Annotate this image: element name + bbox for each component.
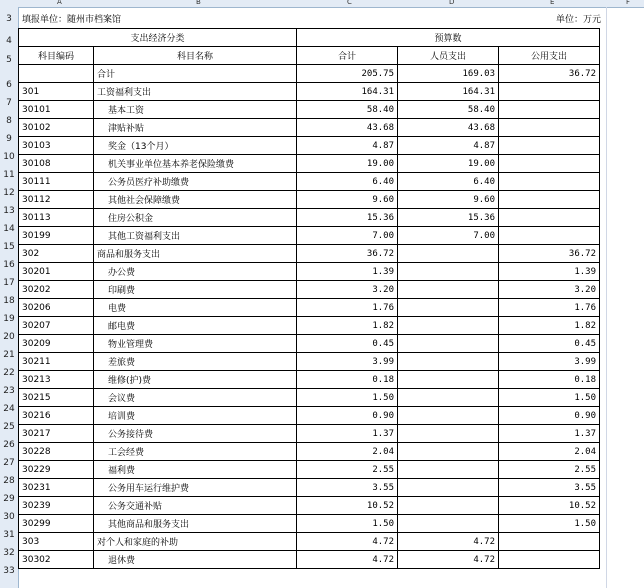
table-row xyxy=(19,389,600,407)
cell-total[interactable]: 1.39 xyxy=(297,263,398,281)
table-row xyxy=(19,137,600,155)
cell-total[interactable]: 3.20 xyxy=(297,281,398,299)
cell-public[interactable]: 0.18 xyxy=(499,371,600,389)
cell-public[interactable] xyxy=(499,83,600,101)
cell-public[interactable]: 1.50 xyxy=(499,515,600,533)
table-row xyxy=(19,191,600,209)
cell-public[interactable] xyxy=(499,155,600,173)
cell-name[interactable]: 邮电费 xyxy=(94,317,297,335)
cell-total[interactable]: 15.36 xyxy=(297,209,398,227)
cell-code[interactable]: 30228 xyxy=(19,443,94,461)
cell-personnel[interactable] xyxy=(398,389,499,407)
cell-total[interactable]: 4.87 xyxy=(297,137,398,155)
header-code[interactable]: 科目编码 xyxy=(19,47,94,65)
col-letter-c[interactable]: C xyxy=(347,0,352,6)
cell-name[interactable]: 机关事业单位基本养老保险缴费 xyxy=(94,155,297,173)
cell-public[interactable] xyxy=(499,551,600,569)
cell-code[interactable]: 30217 xyxy=(19,425,94,443)
row-number[interactable]: 21 xyxy=(3,350,15,360)
table-row xyxy=(19,101,600,119)
row-number[interactable]: 22 xyxy=(3,368,15,378)
cell-code[interactable]: 30101 xyxy=(19,101,94,119)
cell-code[interactable]: 30239 xyxy=(19,497,94,515)
table-row xyxy=(19,119,600,137)
cell-code[interactable]: 303 xyxy=(19,533,94,551)
cell-total[interactable]: 10.52 xyxy=(297,497,398,515)
cell-public[interactable]: 2.04 xyxy=(499,443,600,461)
cell-name[interactable]: 工会经费 xyxy=(94,443,297,461)
cell-personnel[interactable] xyxy=(398,263,499,281)
row-number[interactable]: 13 xyxy=(3,206,15,216)
table-row xyxy=(19,497,600,515)
cell-code[interactable]: 30215 xyxy=(19,389,94,407)
cell-public[interactable]: 36.72 xyxy=(499,65,600,83)
header-row xyxy=(19,47,600,65)
cell-public[interactable] xyxy=(499,137,600,155)
cell-name[interactable]: 基本工资 xyxy=(94,101,297,119)
cell-public[interactable] xyxy=(499,191,600,209)
cell-total[interactable]: 6.40 xyxy=(297,173,398,191)
cell-personnel[interactable]: 4.87 xyxy=(398,137,499,155)
table-row xyxy=(19,173,600,191)
cell-name[interactable]: 印刷费 xyxy=(94,281,297,299)
table-row xyxy=(19,263,600,281)
cell-total[interactable]: 205.75 xyxy=(297,65,398,83)
table-row xyxy=(19,533,600,551)
table-row xyxy=(19,353,600,371)
table-row xyxy=(19,425,600,443)
cell-personnel[interactable]: 6.40 xyxy=(398,173,499,191)
row-number[interactable]: 23 xyxy=(3,386,15,396)
reporting-unit[interactable]: 填报单位：随州市档案馆 xyxy=(22,15,122,25)
cell-code[interactable]: 30102 xyxy=(19,119,94,137)
cell-name[interactable]: 福利费 xyxy=(94,461,297,479)
cell-name[interactable]: 奖金（13个月） xyxy=(94,137,297,155)
cell-code[interactable]: 30299 xyxy=(19,515,94,533)
row-number[interactable]: 9 xyxy=(6,134,12,144)
table-row xyxy=(19,515,600,533)
cell-personnel[interactable] xyxy=(398,317,499,335)
table-row xyxy=(19,335,600,353)
cell-name[interactable]: 合计 xyxy=(94,65,297,83)
cell-name[interactable]: 工资福利支出 xyxy=(94,83,297,101)
cell-personnel[interactable] xyxy=(398,443,499,461)
cell-public[interactable]: 0.90 xyxy=(499,407,600,425)
row-number[interactable]: 11 xyxy=(3,170,15,180)
cell-public[interactable]: 1.39 xyxy=(499,263,600,281)
cell-total[interactable]: 36.72 xyxy=(297,245,398,263)
row-number[interactable]: 28 xyxy=(3,476,15,486)
table-row xyxy=(19,299,600,317)
cell-code[interactable]: 30202 xyxy=(19,281,94,299)
cell-total[interactable]: 1.76 xyxy=(297,299,398,317)
row-number[interactable]: 3 xyxy=(6,14,12,24)
cell-public[interactable]: 3.55 xyxy=(499,479,600,497)
cell-total[interactable]: 43.68 xyxy=(297,119,398,137)
cell-name[interactable]: 其他商品和服务支出 xyxy=(94,515,297,533)
cell-public[interactable] xyxy=(499,533,600,551)
cell-personnel[interactable] xyxy=(398,497,499,515)
table-row xyxy=(19,209,600,227)
cell-total[interactable]: 164.31 xyxy=(297,83,398,101)
cell-code[interactable]: 30207 xyxy=(19,317,94,335)
cell-personnel[interactable] xyxy=(398,407,499,425)
cell-name[interactable]: 其他社会保障缴费 xyxy=(94,191,297,209)
cell-personnel[interactable]: 4.72 xyxy=(398,551,499,569)
table-row xyxy=(19,443,600,461)
row-number[interactable]: 29 xyxy=(3,494,15,504)
cell-public[interactable]: 1.76 xyxy=(499,299,600,317)
cell-personnel[interactable] xyxy=(398,461,499,479)
row-number[interactable]: 12 xyxy=(3,188,15,198)
cell-personnel[interactable] xyxy=(398,515,499,533)
cell-total[interactable]: 9.60 xyxy=(297,191,398,209)
row-number[interactable]: 17 xyxy=(3,278,15,288)
cell-public[interactable] xyxy=(499,227,600,245)
cell-personnel[interactable]: 43.68 xyxy=(398,119,499,137)
row-number[interactable]: 31 xyxy=(3,530,15,540)
row-number[interactable]: 19 xyxy=(3,314,15,324)
row-number[interactable]: 6 xyxy=(6,80,12,90)
cell-public[interactable]: 2.55 xyxy=(499,461,600,479)
cell-public[interactable]: 10.52 xyxy=(499,497,600,515)
row-number[interactable]: 32 xyxy=(3,548,15,558)
cell-name[interactable]: 维修(护)费 xyxy=(94,371,297,389)
cell-public[interactable] xyxy=(499,101,600,119)
cell-total[interactable]: 1.50 xyxy=(297,389,398,407)
cell-personnel[interactable]: 9.60 xyxy=(398,191,499,209)
column-header-bar xyxy=(0,0,644,8)
cell-total[interactable]: 58.40 xyxy=(297,101,398,119)
cell-name[interactable]: 电费 xyxy=(94,299,297,317)
header-name[interactable]: 科目名称 xyxy=(94,47,297,65)
cell-code[interactable]: 30108 xyxy=(19,155,94,173)
cell-code[interactable]: 30201 xyxy=(19,263,94,281)
cell-total[interactable]: 2.55 xyxy=(297,461,398,479)
cell-name[interactable]: 商品和服务支出 xyxy=(94,245,297,263)
col-letter-d[interactable]: D xyxy=(449,0,455,6)
cell-total[interactable]: 0.45 xyxy=(297,335,398,353)
cell-code[interactable]: 30216 xyxy=(19,407,94,425)
cell-name[interactable]: 差旅费 xyxy=(94,353,297,371)
gridline xyxy=(606,7,607,588)
table-row xyxy=(19,317,600,335)
row-number[interactable]: 27 xyxy=(3,458,15,468)
cell-public[interactable] xyxy=(499,173,600,191)
row-number[interactable]: 7 xyxy=(6,98,12,108)
cell-name[interactable]: 物业管理费 xyxy=(94,335,297,353)
header-personnel[interactable]: 人员支出 xyxy=(398,47,499,65)
cell-total[interactable]: 0.18 xyxy=(297,371,398,389)
cell-name[interactable]: 公务用车运行维护费 xyxy=(94,479,297,497)
table-row xyxy=(19,65,600,83)
row-number[interactable]: 14 xyxy=(3,224,15,234)
row-number[interactable]: 25 xyxy=(3,422,15,432)
cell-personnel[interactable]: 58.40 xyxy=(398,101,499,119)
table-row xyxy=(19,371,600,389)
currency-unit[interactable]: 单位：万元 xyxy=(556,15,602,25)
row-number[interactable]: 10 xyxy=(3,152,15,162)
cell-personnel[interactable] xyxy=(398,479,499,497)
row-number[interactable]: 20 xyxy=(3,332,15,342)
budget-table xyxy=(18,28,600,569)
cell-public[interactable]: 36.72 xyxy=(499,245,600,263)
cell-total[interactable]: 3.99 xyxy=(297,353,398,371)
table-row xyxy=(19,245,600,263)
row-number[interactable]: 18 xyxy=(3,296,15,306)
cell-personnel[interactable]: 7.00 xyxy=(398,227,499,245)
header-group-row xyxy=(19,29,600,47)
row-number[interactable]: 30 xyxy=(3,512,15,522)
cell-name[interactable]: 住房公积金 xyxy=(94,209,297,227)
col-letter-b[interactable]: B xyxy=(196,0,201,6)
row-number[interactable]: 5 xyxy=(6,55,12,65)
table-row xyxy=(19,461,600,479)
cell-code[interactable]: 30231 xyxy=(19,479,94,497)
row-number[interactable]: 24 xyxy=(3,404,15,414)
cell-total[interactable]: 1.37 xyxy=(297,425,398,443)
table-row xyxy=(19,155,600,173)
cell-code[interactable]: 30103 xyxy=(19,137,94,155)
cell-code[interactable]: 30302 xyxy=(19,551,94,569)
cell-total[interactable]: 0.90 xyxy=(297,407,398,425)
cell-total[interactable]: 1.50 xyxy=(297,515,398,533)
cell-personnel[interactable] xyxy=(398,245,499,263)
cell-personnel[interactable] xyxy=(398,335,499,353)
cell-code[interactable]: 30209 xyxy=(19,335,94,353)
cell-public[interactable]: 1.50 xyxy=(499,389,600,407)
cell-name[interactable]: 对个人和家庭的补助 xyxy=(94,533,297,551)
col-letter-f[interactable]: F xyxy=(626,0,631,6)
header-public[interactable]: 公用支出 xyxy=(499,47,600,65)
header-budget[interactable]: 预算数 xyxy=(297,29,600,47)
cell-personnel[interactable]: 15.36 xyxy=(398,209,499,227)
table-row xyxy=(19,227,600,245)
cell-code[interactable]: 30112 xyxy=(19,191,94,209)
cell-name[interactable]: 其他工资福利支出 xyxy=(94,227,297,245)
cell-personnel[interactable] xyxy=(398,425,499,443)
cell-name[interactable]: 公务员医疗补助缴费 xyxy=(94,173,297,191)
col-letter-e[interactable]: E xyxy=(550,0,555,6)
cell-code[interactable] xyxy=(19,65,94,83)
cell-name[interactable]: 公务交通补贴 xyxy=(94,497,297,515)
cell-code[interactable]: 302 xyxy=(19,245,94,263)
cell-personnel[interactable] xyxy=(398,353,499,371)
header-total[interactable]: 合计 xyxy=(297,47,398,65)
cell-total[interactable]: 1.82 xyxy=(297,317,398,335)
cell-code[interactable]: 301 xyxy=(19,83,94,101)
cell-name[interactable]: 培训费 xyxy=(94,407,297,425)
cell-total[interactable]: 7.00 xyxy=(297,227,398,245)
cell-code[interactable]: 30229 xyxy=(19,461,94,479)
cell-code[interactable]: 30211 xyxy=(19,353,94,371)
cell-name[interactable]: 公务接待费 xyxy=(94,425,297,443)
cell-name[interactable]: 办公费 xyxy=(94,263,297,281)
row-number[interactable]: 15 xyxy=(3,242,15,252)
cell-total[interactable]: 4.72 xyxy=(297,551,398,569)
cell-personnel[interactable]: 169.03 xyxy=(398,65,499,83)
cell-total[interactable]: 19.00 xyxy=(297,155,398,173)
cell-code[interactable]: 30113 xyxy=(19,209,94,227)
cell-code[interactable]: 30213 xyxy=(19,371,94,389)
row-number[interactable]: 26 xyxy=(3,440,15,450)
cell-public[interactable]: 3.20 xyxy=(499,281,600,299)
table-row xyxy=(19,407,600,425)
cell-personnel[interactable]: 19.00 xyxy=(398,155,499,173)
cell-personnel[interactable] xyxy=(398,299,499,317)
row-number[interactable]: 8 xyxy=(6,116,12,126)
cell-public[interactable]: 1.37 xyxy=(499,425,600,443)
col-letter-a[interactable]: A xyxy=(57,0,62,6)
cell-public[interactable]: 0.45 xyxy=(499,335,600,353)
cell-public[interactable] xyxy=(499,209,600,227)
cell-personnel[interactable]: 4.72 xyxy=(398,533,499,551)
cell-public[interactable]: 3.99 xyxy=(499,353,600,371)
cell-code[interactable]: 30111 xyxy=(19,173,94,191)
cell-personnel[interactable] xyxy=(398,281,499,299)
row-number[interactable]: 33 xyxy=(3,566,15,576)
table-row xyxy=(19,83,600,101)
cell-name[interactable]: 津贴补贴 xyxy=(94,119,297,137)
cell-name[interactable]: 会议费 xyxy=(94,389,297,407)
table-row xyxy=(19,281,600,299)
row-number[interactable]: 16 xyxy=(3,260,15,270)
cell-total[interactable]: 2.04 xyxy=(297,443,398,461)
cell-total[interactable]: 4.72 xyxy=(297,533,398,551)
row-number[interactable]: 4 xyxy=(6,36,12,46)
cell-total[interactable]: 3.55 xyxy=(297,479,398,497)
cell-code[interactable]: 30206 xyxy=(19,299,94,317)
header-economic-class[interactable]: 支出经济分类 xyxy=(19,29,297,47)
table-row xyxy=(19,551,600,569)
cell-personnel[interactable] xyxy=(398,371,499,389)
cell-personnel[interactable]: 164.31 xyxy=(398,83,499,101)
table-row xyxy=(19,479,600,497)
cell-code[interactable]: 30199 xyxy=(19,227,94,245)
cell-public[interactable]: 1.82 xyxy=(499,317,600,335)
cell-name[interactable]: 退休费 xyxy=(94,551,297,569)
cell-public[interactable] xyxy=(499,119,600,137)
